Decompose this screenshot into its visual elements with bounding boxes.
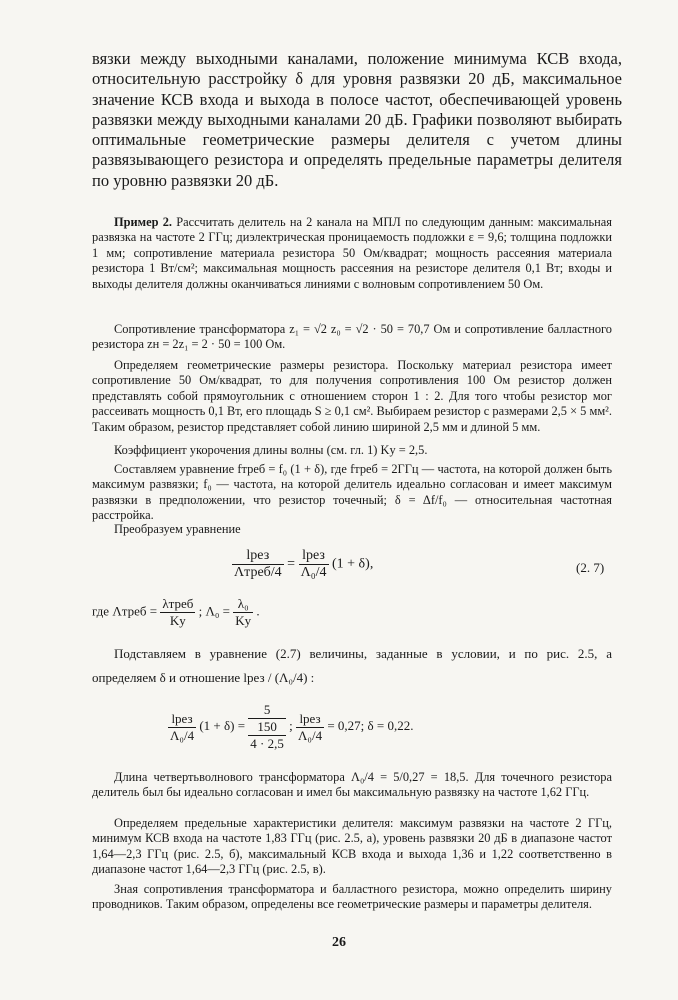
- geometry-paragraph: Определяем геометрические размеры резистора. Поскольку материал резистора имеет сопротивление 50 Ом/квадрат, то для получения сопротивления 100 Ом резистор должен представлять собой прямоугольник с отношением сторон 1 : 2. Для того чтобы резистор мог рассеивать мощность 0,1 Вт, его площадь S ≥ 0,1 см². Выбираем резистор с размерами 2,5 × 5 мм². Таким образом, резистор представляет собой линию шириной 2,5 мм и длиной 5 мм.: [92, 358, 612, 434]
- eq2-b-mid: 150: [248, 719, 286, 736]
- eq2-b-fraction: [248, 702, 286, 752]
- equation-2-7: [232, 548, 373, 581]
- resistance-paragraph: Сопротивление трансформатора z₁ = √2 z₀ = √2 · 50 = 70,7 Ом и сопротивление балластного резистора zн = 2z₁ = 2 · 50 = 100 Ом.: [92, 322, 612, 352]
- where-fraction-2: [233, 596, 253, 629]
- example-paragraph: [92, 215, 612, 292]
- where-f1-den: Kу: [169, 613, 186, 628]
- eq2-c-tail: = 0,27; δ = 0,22.: [327, 717, 414, 733]
- where-f2-num: λ₀: [233, 596, 253, 613]
- eq2-c-fraction: [296, 711, 324, 744]
- eq2-b-den: 4 · 2,5: [250, 736, 284, 751]
- page-number: 26: [332, 935, 346, 950]
- eq1-lhs-den: Λтреб/4: [234, 565, 282, 580]
- equation-intro-paragraph: Составляем уравнение fтреб = f₀ (1 + δ), где fтреб = 2ГГц — частота, на которой должен быть максимум развязки; f₀ — частота, на которой делитель идеально согласован и имеет максимум развязки в предположении, что резистор точечный; δ = Δf/f₀ — относительная частотная расстройка.: [92, 462, 612, 523]
- eq1-rhs-den: Λ₀/4: [300, 565, 327, 580]
- example-label: Пример 2.: [114, 215, 173, 229]
- eq2-a-den: Λ₀/4: [170, 727, 195, 743]
- transform-line: Преобразуем уравнение: [114, 522, 241, 536]
- eq2-a-num: lрез: [168, 711, 196, 728]
- eq1-rhs-num: lрез: [299, 548, 329, 565]
- equals-sign: =: [287, 556, 296, 572]
- final-paragraph: Зная сопротивления трансформатора и балластного резистора, можно определить ширину проводников. Таким образом, определены все геометрические размеры и параметры делителя.: [92, 882, 612, 912]
- shortening-paragraph: Коэффициент укорочения длины волны (см. гл. 1) Kу = 2,5.: [114, 443, 428, 457]
- where-f2-den: Kу: [235, 613, 252, 628]
- where-end: .: [256, 603, 260, 619]
- equation-result: [168, 702, 413, 752]
- limits-paragraph: Определяем предельные характеристики делителя: максимум развязки на частоте 2 ГГц, минимум КСВ входа на частоте 1,83 ГГц (рис. 2.5, а), уровень развязки 20 дБ в диапазоне частот 1,64—2,3 ГГц (рис. 2.5, б), максимальный КСВ входа и выхода 1,36 и 1,22 соответственно в диапазоне частот 1,64—2,3 ГГц (рис. 2.5, в).: [92, 816, 612, 877]
- eq2-sep: ;: [289, 717, 293, 733]
- eq2-c-den: Λ₀/4: [298, 727, 323, 743]
- eq2-b-top: 5: [248, 702, 286, 719]
- equation-number: (2. 7): [576, 560, 605, 575]
- where-f1-num: λтреб: [162, 596, 194, 611]
- eq2-a-tail: (1 + δ) =: [199, 717, 246, 733]
- intro-paragraph: вязки между выходными каналами, положение минимума КСВ входа, относительную расстройку δ для уровня развязки 20 дБ, максимальное значение КСВ входа и выхода в полосе частот, обеспечивающей уровень развязки между выходными каналами 20 дБ. Графики позволяют выбирать оптимальные геометрические размеры делителя с учетом длины развязывающего резистора и определять предельные параметры делителя по уровню развязки 20 дБ.: [92, 49, 622, 190]
- substitute-paragraph: Подставляем в уравнение (2.7) величины, заданные в условии, и по рис. 2.5, а определяем δ и отношение lрез / (Λ₀/4) :: [92, 646, 612, 685]
- length-paragraph: Длина четвертьволнового трансформатора Λ₀/4 = 5/0,27 = 18,5. Для точечного резистора делитель был бы идеально согласован и имел бы максимальную развязку на частоте 1,62 ГГц.: [92, 770, 612, 800]
- where-fraction-1: [160, 596, 195, 629]
- where-sep: ; Λ₀ =: [198, 603, 230, 619]
- where-prefix: где Λтреб =: [92, 603, 158, 619]
- eq2-c-num: lрез: [296, 711, 324, 728]
- where-line: [92, 596, 260, 629]
- example-text: Рассчитать делитель на 2 канала на МПЛ по следующим данным: максимальная развязка на частоте 2 ГГц; диэлектрическая проницаемость подложки ε = 9,6; толщина подложки 1 мм; сопротивление материала резистора 50 Ом/квадрат; мощность рассеяния материала резистора 1 Вт/см²; максимальная мощность рассеяния на резисторе делителя 0,1 Вт; входы и выходы делителя должны оканчиваться линиями с волновым сопротивлением 50 Ом.: [92, 215, 613, 291]
- eq1-rhs-fraction: [299, 548, 329, 581]
- eq1-rhs-tail: (1 + δ),: [332, 556, 374, 572]
- eq1-lhs-fraction: [232, 548, 284, 581]
- eq1-lhs-num: lрез: [232, 548, 284, 565]
- eq2-a-fraction: [168, 711, 196, 744]
